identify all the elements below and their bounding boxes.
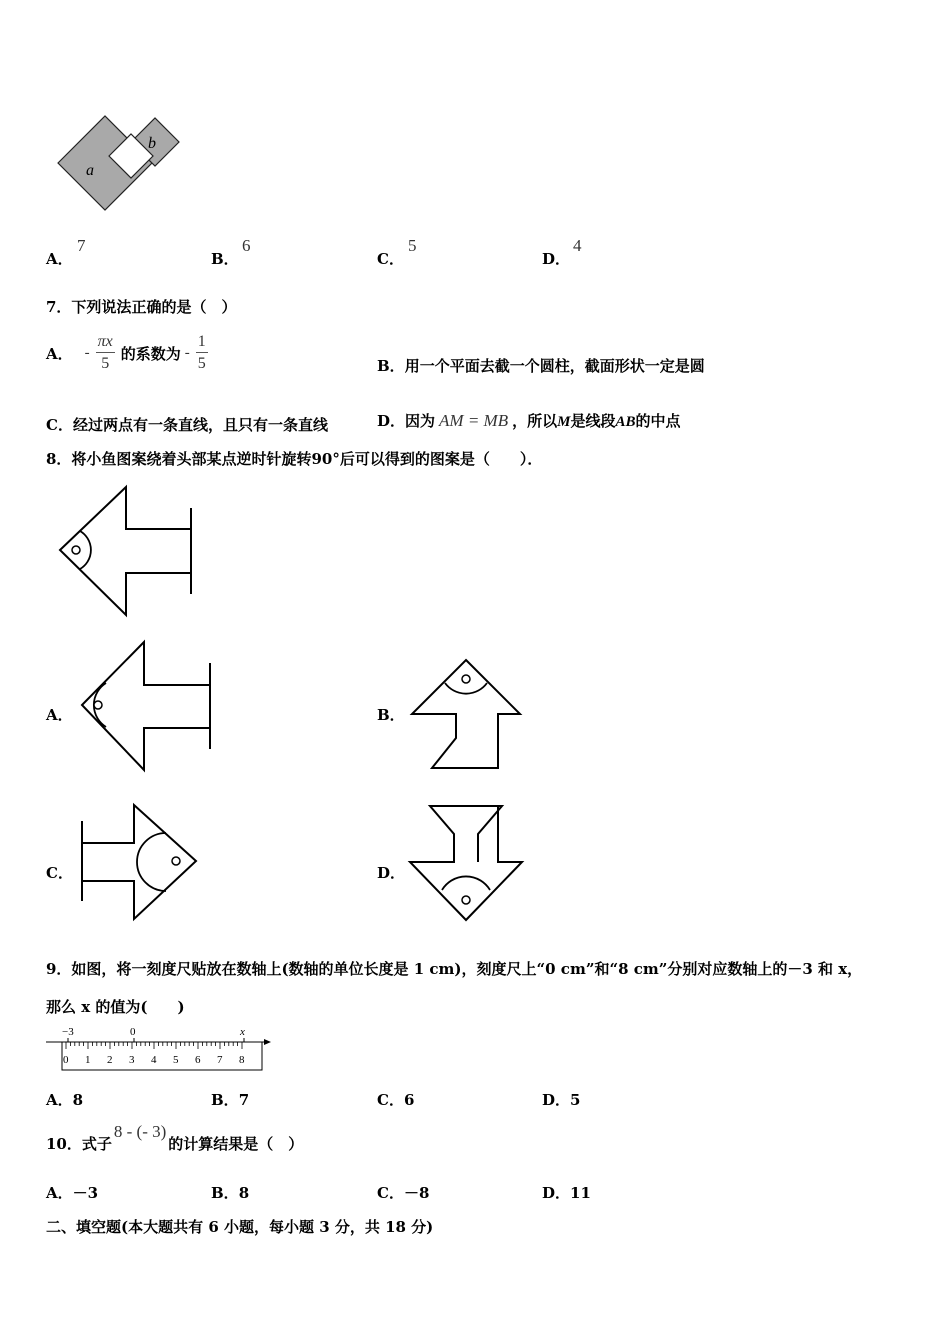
q7-a-minus1: - — [84, 344, 90, 361]
q6-option-b[interactable]: B． — [211, 250, 239, 268]
q7-a-mid: 的系数为 — [120, 344, 181, 363]
q8-option-a-fish[interactable] — [80, 642, 212, 772]
q8-option-b-fish[interactable] — [410, 658, 522, 770]
q8-option-a[interactable]: A． — [46, 706, 73, 724]
q9-option-d[interactable]: D．5 — [542, 1091, 581, 1109]
q8-original-fish — [58, 487, 193, 617]
q9-option-a[interactable]: A．8 — [46, 1091, 84, 1109]
q7-a-fraction2: $\frac{1}{5}$ — [197, 332, 206, 372]
q7-option-d[interactable]: D．因为 AM = MB ，所以M是线段AB的中点 — [377, 411, 681, 430]
q6-option-a-value: 7 — [77, 236, 86, 255]
q7-stem: 7．下列说法正确的是（ ） — [46, 298, 237, 316]
q6-option-c[interactable]: C． — [377, 250, 404, 268]
q6-squares-figure — [55, 112, 185, 212]
ruler-tick-0: 0 — [63, 1054, 69, 1066]
q7-a-letter: A． — [46, 344, 73, 363]
q8-option-d-fish[interactable] — [408, 804, 524, 922]
ruler-tick-2: 2 — [107, 1054, 113, 1066]
q9-option-c[interactable]: C．6 — [377, 1091, 415, 1109]
ruler-tick-4: 4 — [151, 1054, 157, 1066]
q8-option-c[interactable]: C． — [46, 864, 73, 882]
q10-option-c[interactable]: C．－8 — [377, 1184, 430, 1202]
ruler-body — [62, 1042, 262, 1070]
q7-option-b[interactable]: B．用一个平面去截一个圆柱，截面形状一定是圆 — [377, 357, 705, 375]
ruler-tick-8: 8 — [239, 1054, 245, 1066]
axis-label-zero: 0 — [130, 1026, 136, 1038]
label-b: b — [148, 135, 156, 152]
ruler-tick-7: 7 — [217, 1054, 223, 1066]
q7-option-c[interactable]: C．经过两点有一条直线，且只有一条直线 — [46, 416, 328, 434]
ruler-tick-6: 6 — [195, 1054, 201, 1066]
q10-option-a[interactable]: A．－3 — [46, 1184, 99, 1202]
q10-stem: 10．式子 8 - (- 3) 的计算结果是（ ） — [46, 1122, 304, 1153]
q10-option-d[interactable]: D．11 — [542, 1184, 591, 1202]
q9-stem-line2: 那么 x 的值为( ) — [46, 998, 185, 1016]
q8-stem: 8．将小鱼图案绕着头部某点逆时针旋转90°后可以得到的图案是（ ）． — [46, 450, 543, 468]
q10-option-b[interactable]: B．8 — [211, 1184, 250, 1202]
q6-option-d[interactable]: D． — [542, 250, 571, 268]
q9-option-b[interactable]: B．7 — [211, 1091, 250, 1109]
ruler-tick-3: 3 — [129, 1054, 135, 1066]
q9-stem-line1: 9．如图，将一刻度尺贴放在数轴上(数轴的单位长度是 1 cm)，刻度尺上“0 cm”和“8 cm”分别对应数轴上的－3 和 x， — [46, 960, 863, 978]
q6-option-b-value: 6 — [242, 236, 251, 255]
q7-a-fraction1: $\frac{\pi x}{5}$ — [97, 332, 113, 372]
q7-a-minus2: - — [184, 344, 190, 361]
ruler-tick-5: 5 — [173, 1054, 179, 1066]
q6-option-a[interactable]: A． — [46, 250, 73, 268]
section2-title: 二、填空题(本大题共有 6 小题，每小题 3 分，共 18 分) — [46, 1218, 434, 1236]
fish-eye — [72, 546, 80, 554]
q6-option-d-value: 4 — [573, 236, 582, 255]
q10-expression: 8 - (- 3) — [113, 1122, 167, 1141]
q8-option-b[interactable]: B． — [377, 706, 405, 724]
axis-label-x: x — [240, 1026, 245, 1038]
q8-option-d[interactable]: D． — [377, 864, 406, 882]
q6-option-c-value: 5 — [408, 236, 417, 255]
axis-label-minus3: −3 — [62, 1026, 74, 1038]
q7-option-a[interactable] — [46, 330, 208, 376]
q9-ruler-figure — [44, 1024, 276, 1074]
ruler-tick-1: 1 — [85, 1054, 91, 1066]
q8-option-c-fish[interactable] — [80, 803, 198, 921]
label-a: a — [86, 162, 94, 179]
number-line-arrow — [264, 1039, 271, 1045]
